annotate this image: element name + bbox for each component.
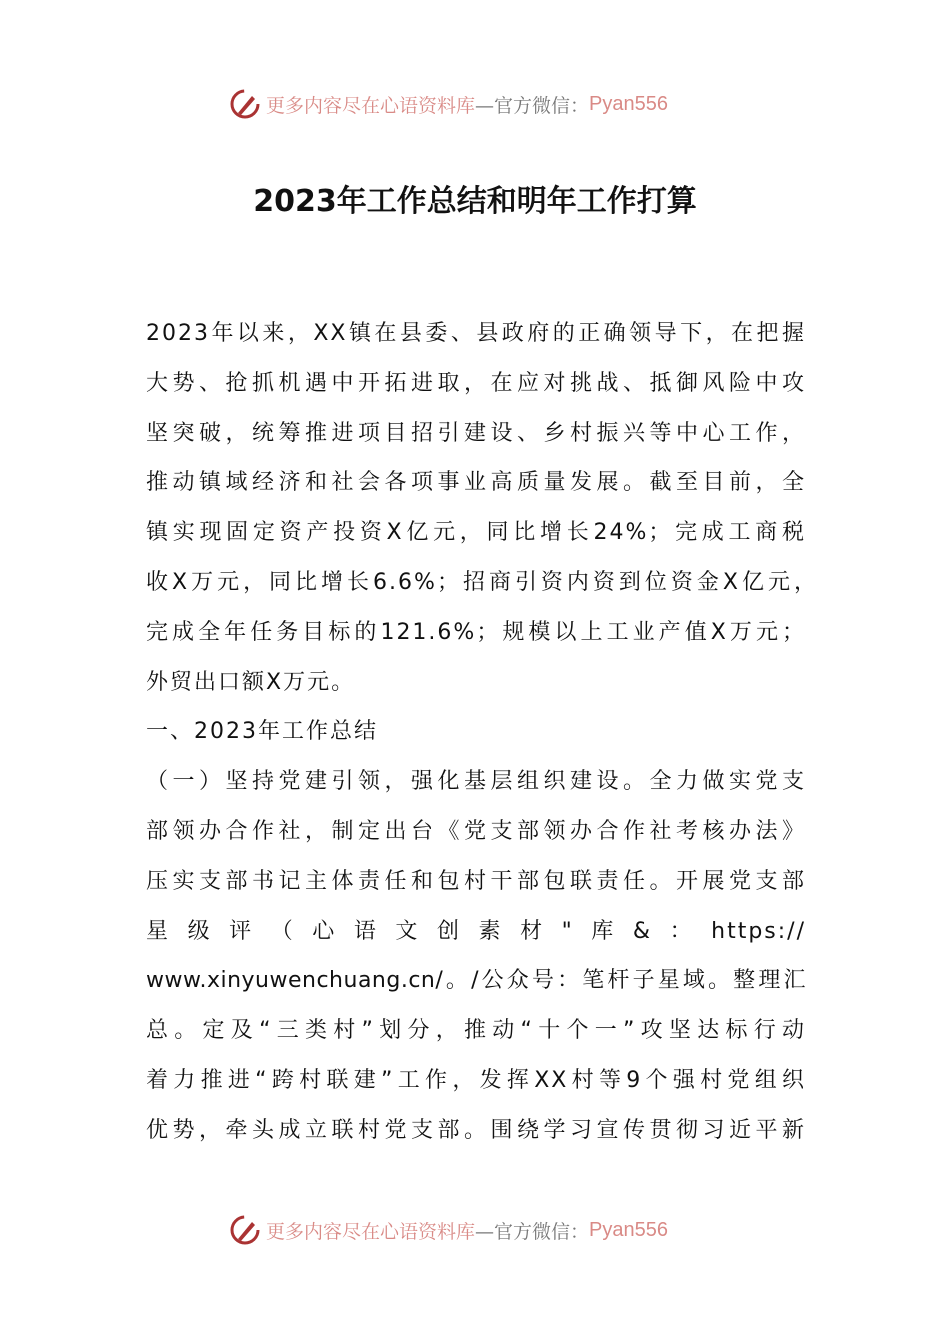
pen-logo-icon — [228, 87, 262, 121]
text-char: ： — [669, 918, 694, 944]
text-char: 创 — [436, 918, 461, 944]
text-line: 部领办合作社，制定出台《党支部领办合作社考核办法》 — [146, 818, 806, 844]
text-char: 星 — [146, 918, 171, 944]
text-line: 外贸出口额X万元。 — [146, 669, 356, 695]
pen-logo-icon — [228, 1213, 262, 1247]
text-line: 大势、抢抓机遇中开拓进取，在应对挑战、抵御风险中攻 — [146, 370, 806, 396]
text-line: 推动镇域经济和社会各项事业高质量发展。截至目前，全 — [146, 470, 806, 496]
text-char: 评 — [229, 918, 254, 944]
document-title: 2023年工作总结和明年工作打算 — [253, 184, 697, 219]
text-char: https:// — [711, 918, 806, 944]
text-char: & — [632, 918, 653, 944]
text-line: www.xinyuwenchuang.cn/。/公众号：笔杆子星域。整理汇 — [146, 968, 806, 994]
text-line: 完成全年任务目标的121.6%；规模以上工业产值X万元； — [146, 619, 806, 645]
section-heading: 一、2023年工作总结 — [146, 719, 378, 745]
text-line: 收X万元，同比增长6.6%；招商引资内资到位资金X亿元， — [146, 569, 818, 595]
text-char: 素 — [478, 918, 503, 944]
banner-wechat-id: Pyan556 — [589, 92, 668, 115]
banner-text: 更多内容尽在心语资料库 — [266, 1220, 476, 1243]
banner-wechat-label: —官方微信： — [475, 1220, 590, 1243]
text-line: 镇实现固定资产投资X亿元，同比增长24%；完成工商税 — [146, 520, 806, 546]
text-line: 压实支部书记主体责任和包村干部包联责任。开展党支部 — [146, 868, 806, 894]
text-char: 级 — [187, 918, 212, 944]
text-char: " — [561, 918, 574, 944]
banner-wechat-label: —官方微信： — [475, 94, 590, 117]
text-line: 2023年以来，XX镇在县委、县政府的正确领导下，在把握 — [146, 321, 806, 346]
text-line: 着力推进“跨村联建”工作，发挥XX村等9个强村党组织 — [146, 1067, 806, 1093]
text-char: 材 — [520, 918, 545, 944]
watermark-banner-bottom — [228, 1212, 728, 1248]
text-line: 优势，牵头成立联村党支部。围绕学习宣传贯彻习近平新 — [146, 1117, 806, 1143]
watermark-banner-top — [228, 86, 728, 122]
document-body — [146, 316, 818, 1163]
text-char: 库 — [591, 918, 616, 944]
text-line — [146, 914, 806, 964]
banner-wechat-id: Pyan556 — [589, 1218, 668, 1241]
text-line: 总。定及“三类村”划分，推动“十个一”攻坚达标行动 — [146, 1018, 806, 1044]
text-line: 坚突破，统筹推进项目招引建设、乡村振兴等中心工作， — [146, 420, 806, 446]
text-line: （一）坚持党建引领，强化基层组织建设。全力做实党支 — [146, 769, 806, 795]
text-char: 心 — [312, 918, 337, 944]
banner-text: 更多内容尽在心语资料库 — [266, 94, 476, 117]
text-char: 语 — [353, 918, 378, 944]
text-char: （ — [270, 918, 295, 944]
text-char: 文 — [395, 918, 420, 944]
